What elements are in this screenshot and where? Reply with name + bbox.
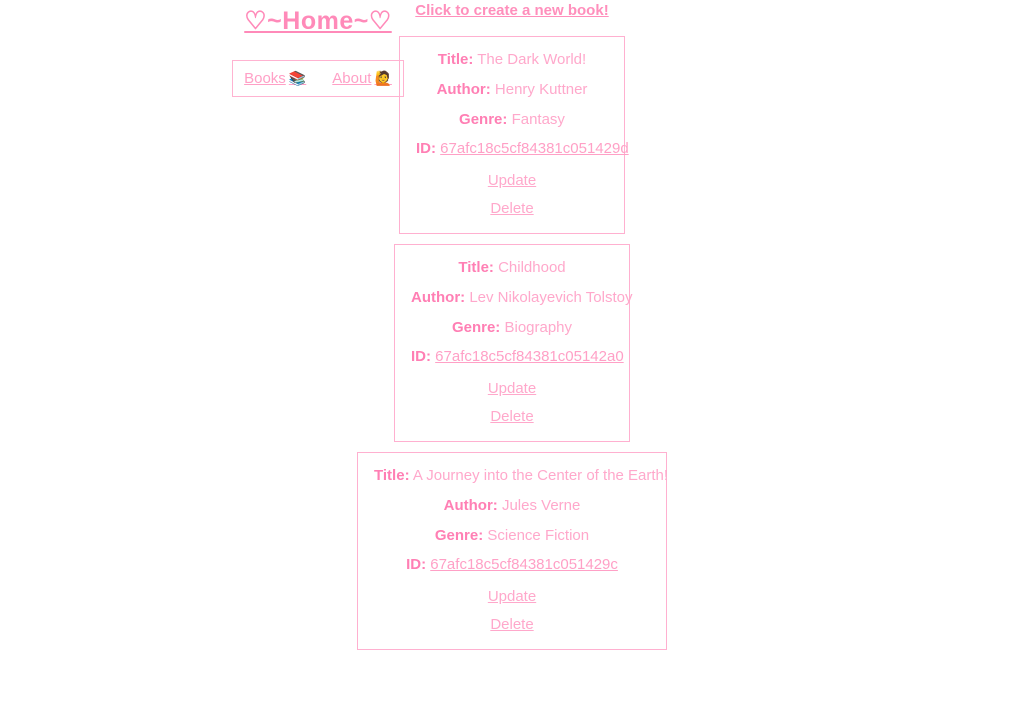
book-title-row	[411, 259, 613, 278]
nav-link-books-label: Books	[244, 69, 286, 87]
update-link[interactable]: Update	[487, 588, 537, 605]
book-genre-value: Fantasy	[511, 110, 565, 128]
book-id-row	[411, 348, 624, 367]
id-label: ID:	[416, 140, 436, 158]
books-icon: 📚	[288, 69, 307, 86]
book-genre-value: Science Fiction	[487, 526, 590, 544]
book-id-row	[374, 556, 650, 575]
title-label: Title:	[458, 259, 494, 276]
delete-link[interactable]: Delete	[490, 408, 534, 425]
book-id-value[interactable]: 67afc18c5cf84381c051429d	[440, 140, 629, 158]
book-genre-value: Biography	[504, 318, 573, 336]
book-card	[399, 36, 629, 234]
delete-link[interactable]: Delete	[490, 200, 534, 217]
book-genre-row	[411, 319, 613, 338]
title-label: Title:	[374, 467, 410, 484]
book-author-value: Lev Nikolayevich Tolstoy	[469, 288, 633, 306]
book-list	[0, 36, 1024, 660]
id-label: ID:	[406, 556, 427, 574]
id-label: ID:	[411, 348, 431, 366]
nav-link-about-label: About	[332, 69, 372, 87]
book-card	[394, 244, 633, 442]
about-icon: 🙋	[374, 69, 392, 86]
book-genre-row	[416, 111, 608, 130]
author-label: Author:	[436, 80, 491, 98]
book-author-row	[411, 288, 633, 308]
update-link[interactable]: Update	[487, 172, 537, 189]
book-author-value: Henry Kuttner	[494, 80, 588, 98]
genre-label: Genre:	[434, 526, 484, 544]
book-title-row	[374, 467, 669, 486]
page-title: ♡~Home~♡	[244, 7, 392, 35]
book-author-value: Jules Verne	[501, 496, 581, 514]
create-book-link[interactable]: Click to create a new book!	[415, 2, 609, 19]
title-label: Title:	[437, 51, 474, 68]
delete-link[interactable]: Delete	[490, 616, 534, 633]
genre-label: Genre:	[451, 318, 501, 336]
book-title-value: A Journey into the Center of the Earth!	[412, 467, 669, 484]
update-link[interactable]: Update	[487, 380, 537, 397]
book-id-row	[416, 140, 629, 159]
author-label: Author:	[443, 496, 498, 514]
book-id-value[interactable]: 67afc18c5cf84381c05142a0	[435, 348, 624, 366]
book-title-row	[416, 51, 608, 70]
book-author-row	[374, 497, 650, 516]
book-title-value: The Dark World!	[477, 51, 587, 68]
book-author-row	[416, 81, 608, 100]
book-title-value: Childhood	[498, 259, 566, 276]
book-id-value[interactable]: 67afc18c5cf84381c051429c	[430, 556, 618, 574]
genre-label: Genre:	[459, 110, 508, 128]
author-label: Author:	[411, 288, 466, 306]
book-genre-row	[374, 527, 650, 546]
book-card	[357, 452, 667, 650]
